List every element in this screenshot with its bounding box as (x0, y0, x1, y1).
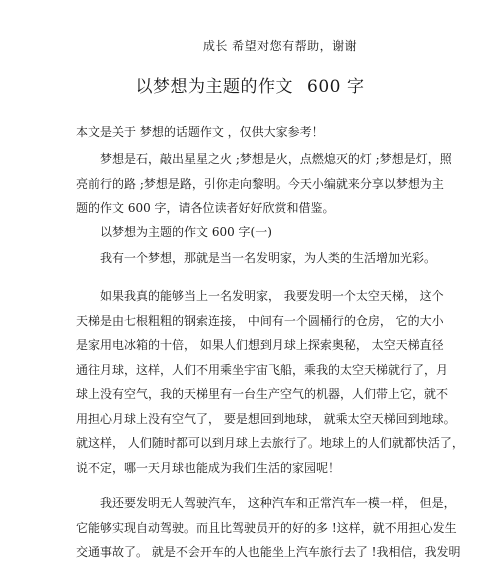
paragraph-line: 通往月球，这样，人们不用乘坐宇宙飞船，乘我的太空天梯就行了，月 (76, 362, 449, 377)
paragraph-1 (76, 147, 452, 221)
intro-line: 本文是关于 梦想的话题作文 ，仅供大家参考！ (76, 125, 324, 139)
paragraph-2 (76, 246, 436, 271)
title-suffix: 字 (346, 77, 365, 97)
paragraph-line: 我有一个梦想，那就是当一名发明家，为人类的生活增加光彩。 (100, 251, 437, 265)
paragraph-line: 用担心月球上没有空气了， 要是想回到地球， 就乘太空天梯回到地球。 (76, 411, 456, 426)
paragraph-4 (76, 491, 461, 565)
document-title (0, 72, 500, 97)
paragraph-line: 说不定，哪一天月球也能成为我们生活的家园呢！ (76, 460, 341, 475)
paragraph-line: 亮前行的路 ;梦想是路，引你走向黎明。今天小编就来分享以梦想为主 (76, 176, 444, 191)
header-note: 成长 希望对您有帮助，谢谢 (202, 39, 358, 53)
title-text: 以梦想为主题的作文 (135, 77, 294, 97)
title-number: 600 (307, 77, 341, 97)
paragraph-line: 是家用电冰箱的十倍， 如果人们想到月球上探索奥秘， 太空天梯直径 (76, 338, 444, 352)
paragraph-line: 就这样， 人们随时都可以到月球上去旅行了。地球上的人们就都快活了， (76, 436, 464, 450)
paragraph-line: 球上没有空气，我的天梯里有一台生产空气的机器，人们带上它，就不 (76, 387, 449, 401)
paragraph-line: 如果我真的能够当上一名发明家， 我要发明一个太空天梯， 这个 (100, 289, 444, 303)
paragraph-line: 梦想是石，敲出星星之火 ;梦想是火，点燃熄灭的灯 ;梦想是灯，照 (100, 152, 452, 166)
paragraph-line: 题的作文 600 字，请各位读者好好欣赏和借鉴。 (76, 201, 335, 215)
paragraph-line: 天梯是由七根粗粗的钢索连接， 中间有一个圆桶行的仓房， 它的大小 (76, 313, 444, 328)
subheading-block (76, 220, 436, 245)
paragraph-3 (76, 284, 464, 480)
subheading: 以梦想为主题的作文 600 字(一) (100, 225, 272, 239)
paragraph-line: 它能够实现自动驾驶。而且比驾驶员开的好的多 !这样，就不用担心发生 (76, 520, 457, 535)
paragraph-line: 我还要发明无人驾驶汽车， 这种汽车和正常汽车一模一样， 但是， (100, 496, 456, 510)
paragraph-line: 交通事故了。 就是不会开车的人也能坐上汽车旅行去了 !我相信，我发明 (76, 545, 461, 559)
